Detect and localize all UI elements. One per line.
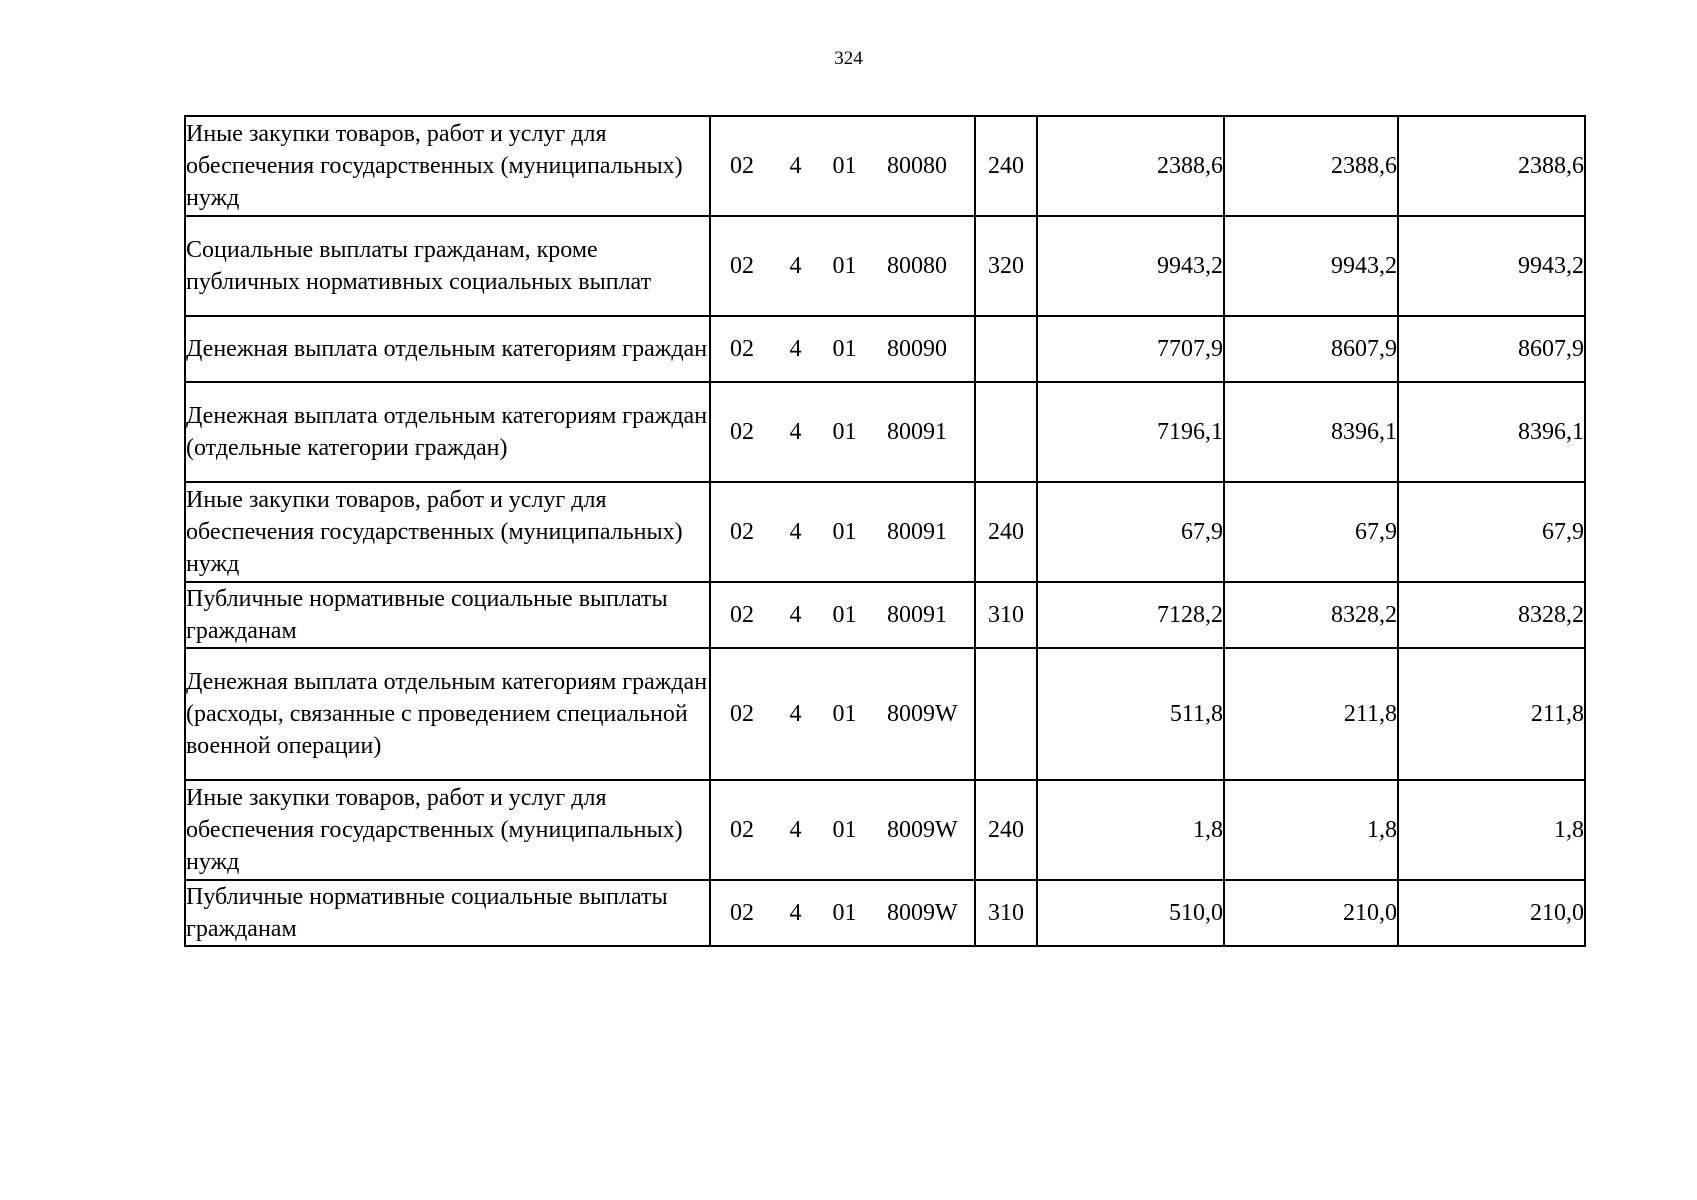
expense-type-cell [975,648,1037,780]
subprogram-code: 4 [789,336,802,362]
program-code: 02 [730,817,754,843]
amount-2-cell: 1,8 [1224,780,1398,880]
expense-type-cell [975,382,1037,482]
expense-type-cell: 310 [975,880,1037,946]
classification-code-cell [710,216,975,316]
subprogram-code: 4 [789,701,802,727]
amount-3-cell: 2388,6 [1398,116,1585,216]
program-code: 02 [730,253,754,279]
subprogram-code: 4 [789,153,802,179]
amount-2-cell: 210,0 [1224,880,1398,946]
amount-1-cell: 1,8 [1037,780,1224,880]
subprogram-code: 4 [789,900,802,926]
amount-1-cell: 67,9 [1037,482,1224,582]
subprogram-code: 4 [789,817,802,843]
event-code: 01 [832,336,857,362]
target-code: 80080 [887,153,947,179]
classification-code-cell [710,382,975,482]
expense-type-cell: 320 [975,216,1037,316]
expense-type-cell: 310 [975,582,1037,648]
row-name-cell: Иные закупки товаров, работ и услуг для обеспечения государственных (муниципальных) нужд [185,116,710,216]
amount-2-cell: 9943,2 [1224,216,1398,316]
table-row [185,880,1585,946]
target-code: 80091 [887,602,947,628]
amount-2-cell: 8396,1 [1224,382,1398,482]
amount-3-cell: 9943,2 [1398,216,1585,316]
program-code: 02 [730,602,754,628]
program-code: 02 [730,336,754,362]
row-name-cell: Публичные нормативные социальные выплаты гражданам [185,582,710,648]
expense-type-cell: 240 [975,780,1037,880]
table-row [185,316,1585,382]
row-name-cell: Иные закупки товаров, работ и услуг для обеспечения государственных (муниципальных) нужд [185,780,710,880]
amount-3-cell: 8607,9 [1398,316,1585,382]
event-code: 01 [832,419,857,445]
target-code: 8009W [887,701,958,727]
program-code: 02 [730,519,754,545]
row-name-cell: Социальные выплаты гражданам, кроме публичных нормативных социальных выплат [185,216,710,316]
amount-3-cell: 211,8 [1398,648,1585,780]
classification-code-cell [710,880,975,946]
target-code: 8009W [887,900,958,926]
amount-1-cell: 510,0 [1037,880,1224,946]
program-code: 02 [730,900,754,926]
table-row [185,116,1585,216]
amount-1-cell: 7707,9 [1037,316,1224,382]
classification-code-cell [710,780,975,880]
amount-2-cell: 211,8 [1224,648,1398,780]
table-row [185,648,1585,780]
amount-3-cell: 67,9 [1398,482,1585,582]
expense-type-cell: 240 [975,482,1037,582]
classification-code-cell [710,316,975,382]
table-row [185,382,1585,482]
target-code: 80080 [887,253,947,279]
amount-2-cell: 8607,9 [1224,316,1398,382]
program-code: 02 [730,419,754,445]
subprogram-code: 4 [789,253,802,279]
target-code: 80090 [887,336,947,362]
amount-2-cell: 2388,6 [1224,116,1398,216]
expense-type-cell [975,316,1037,382]
program-code: 02 [730,701,754,727]
amount-3-cell: 8328,2 [1398,582,1585,648]
row-name-cell: Денежная выплата отдельным категориям граждан (расходы, связанные с проведением специальной военной операции) [185,648,710,780]
table-row [185,482,1585,582]
amount-2-cell: 8328,2 [1224,582,1398,648]
target-code: 80091 [887,419,947,445]
amount-1-cell: 511,8 [1037,648,1224,780]
amount-2-cell: 67,9 [1224,482,1398,582]
subprogram-code: 4 [789,419,802,445]
event-code: 01 [832,900,857,926]
amount-1-cell: 2388,6 [1037,116,1224,216]
classification-code-cell [710,582,975,648]
row-name-cell: Иные закупки товаров, работ и услуг для обеспечения государственных (муниципальных) нужд [185,482,710,582]
classification-code-cell [710,482,975,582]
table-row [185,780,1585,880]
event-code: 01 [832,817,857,843]
event-code: 01 [832,153,857,179]
classification-code-cell [710,648,975,780]
row-name-cell: Денежная выплата отдельным категориям граждан (отдельные категории граждан) [185,382,710,482]
event-code: 01 [832,602,857,628]
classification-code-cell [710,116,975,216]
event-code: 01 [832,253,857,279]
event-code: 01 [832,701,857,727]
row-name-cell: Денежная выплата отдельным категориям граждан [185,316,710,382]
table-row [185,582,1585,648]
row-name-cell: Публичные нормативные социальные выплаты гражданам [185,880,710,946]
amount-3-cell: 8396,1 [1398,382,1585,482]
table-row [185,216,1585,316]
amount-1-cell: 7196,1 [1037,382,1224,482]
target-code: 8009W [887,817,958,843]
amount-1-cell: 7128,2 [1037,582,1224,648]
expense-type-cell: 240 [975,116,1037,216]
amount-1-cell: 9943,2 [1037,216,1224,316]
subprogram-code: 4 [789,519,802,545]
page-number: 324 [834,48,863,69]
amount-3-cell: 1,8 [1398,780,1585,880]
budget-table [184,115,1586,947]
event-code: 01 [832,519,857,545]
subprogram-code: 4 [789,602,802,628]
target-code: 80091 [887,519,947,545]
amount-3-cell: 210,0 [1398,880,1585,946]
program-code: 02 [730,153,754,179]
